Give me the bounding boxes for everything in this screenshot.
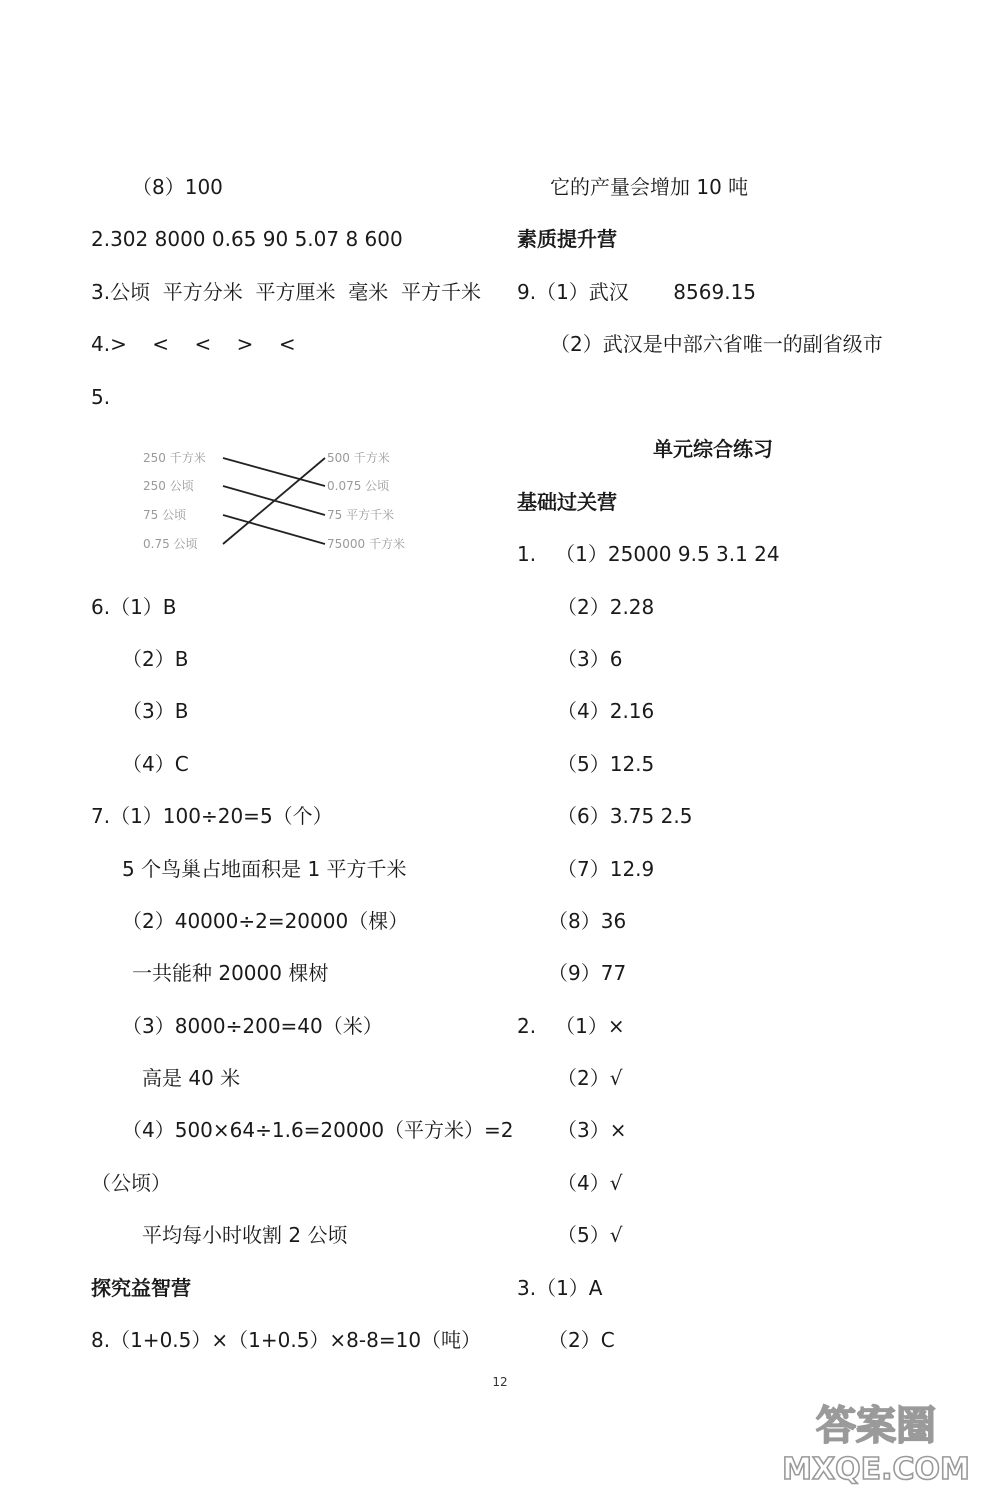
section-heading-basic: 基础过关营	[517, 490, 617, 514]
answer-q9-1: 9.（1）武汉 8569.15	[517, 280, 757, 304]
answer-r2-4: （4）√	[557, 1171, 623, 1195]
matching-left-item: 250 千方米	[143, 451, 206, 465]
answer-q7-3-result: 高是 40 米	[142, 1066, 241, 1090]
answer-q7-4-result: 平均每小时收割 2 公顷	[142, 1223, 348, 1247]
answer-r1-4: （4）2.16	[557, 699, 655, 723]
answer-q6-4: （4）C	[122, 752, 189, 776]
answer-q8-result: 它的产量会增加 10 吨	[550, 175, 749, 199]
answer-r1-6: （6）3.75 2.5	[557, 804, 693, 828]
answer-q7-1: 7.（1）100÷20=5（个）	[91, 804, 333, 828]
matching-left-item: 0.75 公顷	[143, 537, 198, 551]
answer-q7-4-continued: （公顷）	[91, 1171, 171, 1195]
answer-q7-2-result: 一共能种 20000 棵树	[132, 961, 329, 985]
matching-right-item: 500 千方米	[327, 451, 390, 465]
answer-q7-2: （2）40000÷2=20000（棵）	[122, 909, 409, 933]
answer-r3-2: （2）C	[548, 1328, 615, 1352]
matching-left-item: 250 公顷	[143, 479, 194, 493]
page-number: 12	[492, 1375, 508, 1389]
answer-r1-2: （2）2.28	[557, 595, 655, 619]
answer-q7-1-result: 5 个鸟巢占地面积是 1 平方千米	[122, 857, 407, 881]
answer-q6-1: 6.（1）B	[91, 595, 177, 619]
matching-right-item: 75000 千方米	[327, 537, 405, 551]
answer-r1-9: （9）77	[548, 961, 627, 985]
answer-r1-8: （8）36	[548, 909, 627, 933]
answer-q7-4: （4）500×64÷1.6=20000（平方米）=2	[122, 1118, 514, 1142]
answer-r2-2: （2）√	[557, 1066, 623, 1090]
answer-q6-2: （2）B	[122, 647, 189, 671]
matching-right-item: 75 平方千米	[327, 508, 395, 522]
matching-diagram	[135, 440, 440, 560]
answer-q6-3: （3）B	[122, 699, 189, 723]
matching-line	[223, 515, 325, 544]
answer-r2-1: 2. （1）×	[517, 1014, 625, 1038]
watermark-bottom-text: MXQE.COM	[782, 1452, 970, 1487]
answer-r1-5: （5）12.5	[557, 752, 655, 776]
answer-q8: 8.（1+0.5）×（1+0.5）×8-8=10（吨）	[91, 1328, 482, 1352]
matching-right-item: 0.075 公顷	[327, 479, 390, 493]
answer-q2: 2.302 8000 0.65 90 5.07 8 600	[91, 227, 403, 251]
answer-r1-3: （3）6	[557, 647, 623, 671]
answer-r1-7: （7）12.9	[557, 857, 655, 881]
unit-title: 单元综合练习	[653, 437, 773, 461]
watermark-logo	[760, 1395, 992, 1487]
matching-left-item: 75 公顷	[143, 508, 187, 522]
answer-q1-8: （8）100	[132, 175, 223, 199]
answer-q4: 4.> < < > <	[91, 332, 296, 356]
answer-q7-3: （3）8000÷200=40（米）	[122, 1014, 383, 1038]
section-heading-quality: 素质提升营	[517, 227, 617, 251]
answer-q5-label: 5.	[91, 385, 111, 409]
answer-r1-1: 1. （1）25000 9.5 3.1 24	[517, 542, 780, 566]
section-heading-explore: 探究益智营	[91, 1276, 191, 1300]
matching-line	[223, 458, 325, 544]
answer-r2-3: （3）×	[557, 1118, 627, 1142]
answer-q3: 3.公顷 平方分米 平方厘米 毫米 平方千米	[91, 280, 481, 304]
answer-q9-2: （2）武汉是中部六省唯一的副省级市	[550, 332, 883, 356]
watermark-top-text: 答案圈	[816, 1403, 936, 1449]
answer-r2-5: （5）√	[557, 1223, 623, 1247]
answer-r3-1: 3.（1）A	[517, 1276, 603, 1300]
